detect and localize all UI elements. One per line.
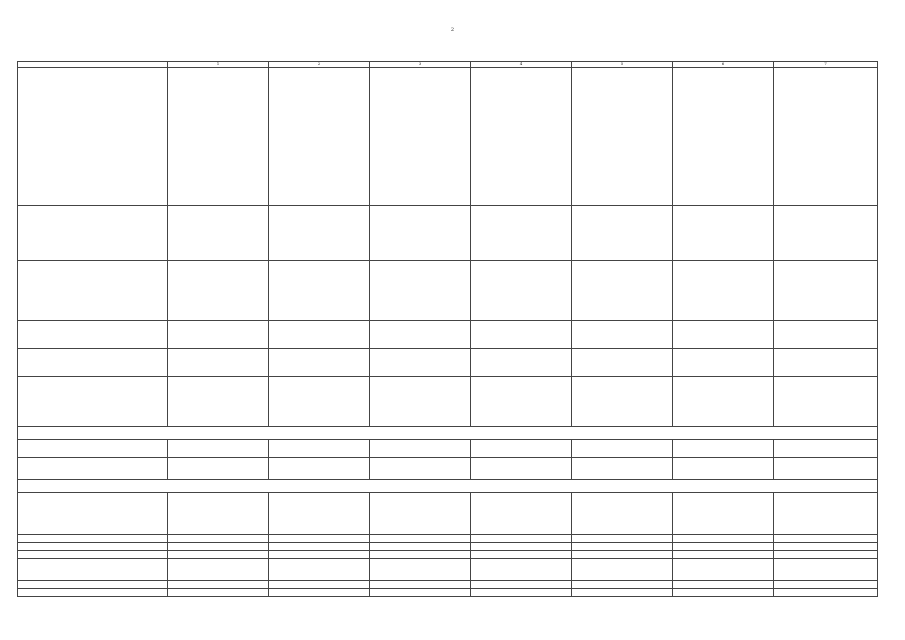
table-cell xyxy=(168,543,269,551)
table-cell xyxy=(774,440,878,458)
table-cell xyxy=(269,349,370,377)
table-cell xyxy=(673,543,774,551)
table-cell xyxy=(168,581,269,589)
table-cell xyxy=(168,440,269,458)
table-cell xyxy=(168,206,269,261)
table-cell xyxy=(774,581,878,589)
table-cell xyxy=(774,589,878,597)
table-cell xyxy=(168,261,269,321)
table-cell xyxy=(370,206,471,261)
table-cell xyxy=(673,551,774,559)
table-cell xyxy=(471,458,572,480)
table-cell xyxy=(471,493,572,535)
table-cell xyxy=(168,68,269,206)
section-title xyxy=(18,480,878,493)
table-cell xyxy=(168,551,269,559)
table-cell xyxy=(471,535,572,543)
table-cell xyxy=(572,581,673,589)
table-cell xyxy=(269,261,370,321)
table-cell xyxy=(269,559,370,581)
table-row xyxy=(18,206,878,261)
table-cell xyxy=(269,458,370,480)
table-row xyxy=(18,589,878,597)
row-label xyxy=(18,551,168,559)
table-cell xyxy=(269,535,370,543)
table-cell xyxy=(572,440,673,458)
table-cell xyxy=(370,321,471,349)
table-cell xyxy=(370,493,471,535)
table-cell xyxy=(471,321,572,349)
table-row xyxy=(18,581,878,589)
table-row xyxy=(18,535,878,543)
table-cell xyxy=(572,589,673,597)
table-cell xyxy=(673,68,774,206)
row-label xyxy=(18,458,168,480)
table-cell xyxy=(572,535,673,543)
table-row xyxy=(18,559,878,581)
row-label xyxy=(18,589,168,597)
table-cell xyxy=(471,440,572,458)
table-cell xyxy=(168,589,269,597)
table-cell xyxy=(269,377,370,427)
row-label xyxy=(18,543,168,551)
table-cell xyxy=(370,559,471,581)
table-cell xyxy=(269,581,370,589)
row-label xyxy=(18,559,168,581)
table-cell xyxy=(269,321,370,349)
table-cell xyxy=(673,349,774,377)
table-cell xyxy=(269,589,370,597)
table-cell xyxy=(572,206,673,261)
table-cell xyxy=(774,377,878,427)
table-cell xyxy=(572,377,673,427)
document-table xyxy=(17,61,878,597)
table-cell xyxy=(370,261,471,321)
table-cell xyxy=(774,458,878,480)
column-number-2: 2 xyxy=(269,62,370,68)
table-cell xyxy=(774,261,878,321)
section-row xyxy=(18,427,878,440)
table-row xyxy=(18,349,878,377)
table-cell xyxy=(269,493,370,535)
row-label xyxy=(18,377,168,427)
table-cell xyxy=(774,551,878,559)
table-cell xyxy=(471,349,572,377)
table-cell xyxy=(471,559,572,581)
table-cell xyxy=(168,349,269,377)
table-row xyxy=(18,68,878,206)
table-cell xyxy=(168,458,269,480)
table-cell xyxy=(774,68,878,206)
table-cell xyxy=(269,551,370,559)
column-number-7: 7 xyxy=(774,62,878,68)
table-cell xyxy=(168,559,269,581)
row-label xyxy=(18,440,168,458)
row-label xyxy=(18,68,168,206)
column-number-6: 6 xyxy=(673,62,774,68)
table-cell xyxy=(572,559,673,581)
table-cell xyxy=(370,551,471,559)
table-row xyxy=(18,551,878,559)
table-cell xyxy=(269,440,370,458)
table-cell xyxy=(370,535,471,543)
row-label xyxy=(18,535,168,543)
table-cell xyxy=(673,321,774,349)
table-cell xyxy=(269,543,370,551)
table-cell xyxy=(269,206,370,261)
table-cell xyxy=(572,349,673,377)
table-cell xyxy=(269,68,370,206)
column-number-1: 1 xyxy=(168,62,269,68)
row-label xyxy=(18,321,168,349)
table-cell xyxy=(673,559,774,581)
table-row xyxy=(18,377,878,427)
table-cell xyxy=(370,589,471,597)
table-cell xyxy=(774,535,878,543)
row-label xyxy=(18,349,168,377)
table-cell xyxy=(673,261,774,321)
row-label xyxy=(18,581,168,589)
document-table-container xyxy=(17,61,877,597)
table-cell xyxy=(471,551,572,559)
table-row xyxy=(18,543,878,551)
table-cell xyxy=(471,206,572,261)
column-number-4: 4 xyxy=(471,62,572,68)
table-cell xyxy=(168,535,269,543)
table-cell xyxy=(673,440,774,458)
table-row xyxy=(18,261,878,321)
table-cell xyxy=(673,535,774,543)
table-row xyxy=(18,321,878,349)
table-cell xyxy=(168,377,269,427)
table-cell xyxy=(673,458,774,480)
table-cell xyxy=(471,581,572,589)
table-cell xyxy=(471,589,572,597)
table-row xyxy=(18,458,878,480)
table-cell xyxy=(774,559,878,581)
table-cell xyxy=(572,68,673,206)
table-cell xyxy=(168,321,269,349)
table-row xyxy=(18,440,878,458)
table-cell xyxy=(572,551,673,559)
table-cell xyxy=(471,377,572,427)
column-number-5: 5 xyxy=(572,62,673,68)
table-cell xyxy=(471,68,572,206)
page-number: 2 xyxy=(450,27,455,33)
table-cell xyxy=(370,581,471,589)
table-cell xyxy=(370,68,471,206)
table-cell xyxy=(774,543,878,551)
table-cell xyxy=(168,493,269,535)
section-title xyxy=(18,427,878,440)
row-label xyxy=(18,493,168,535)
table-cell xyxy=(673,377,774,427)
table-cell xyxy=(774,206,878,261)
table-cell xyxy=(370,543,471,551)
table-cell xyxy=(774,349,878,377)
table-cell xyxy=(370,377,471,427)
table-row xyxy=(18,493,878,535)
table-cell xyxy=(572,493,673,535)
table-cell xyxy=(673,206,774,261)
table-cell xyxy=(673,589,774,597)
table-cell xyxy=(370,458,471,480)
table-cell xyxy=(370,349,471,377)
table-cell xyxy=(572,458,673,480)
table-cell xyxy=(572,261,673,321)
table-cell xyxy=(673,493,774,535)
row-label xyxy=(18,261,168,321)
table-cell xyxy=(774,321,878,349)
table-cell xyxy=(572,543,673,551)
table-cell xyxy=(471,543,572,551)
row-label xyxy=(18,206,168,261)
column-number-3: 3 xyxy=(370,62,471,68)
section-row xyxy=(18,480,878,493)
table-cell xyxy=(572,321,673,349)
table-cell xyxy=(370,440,471,458)
table-cell xyxy=(774,493,878,535)
table-cell xyxy=(471,261,572,321)
table-cell xyxy=(673,581,774,589)
